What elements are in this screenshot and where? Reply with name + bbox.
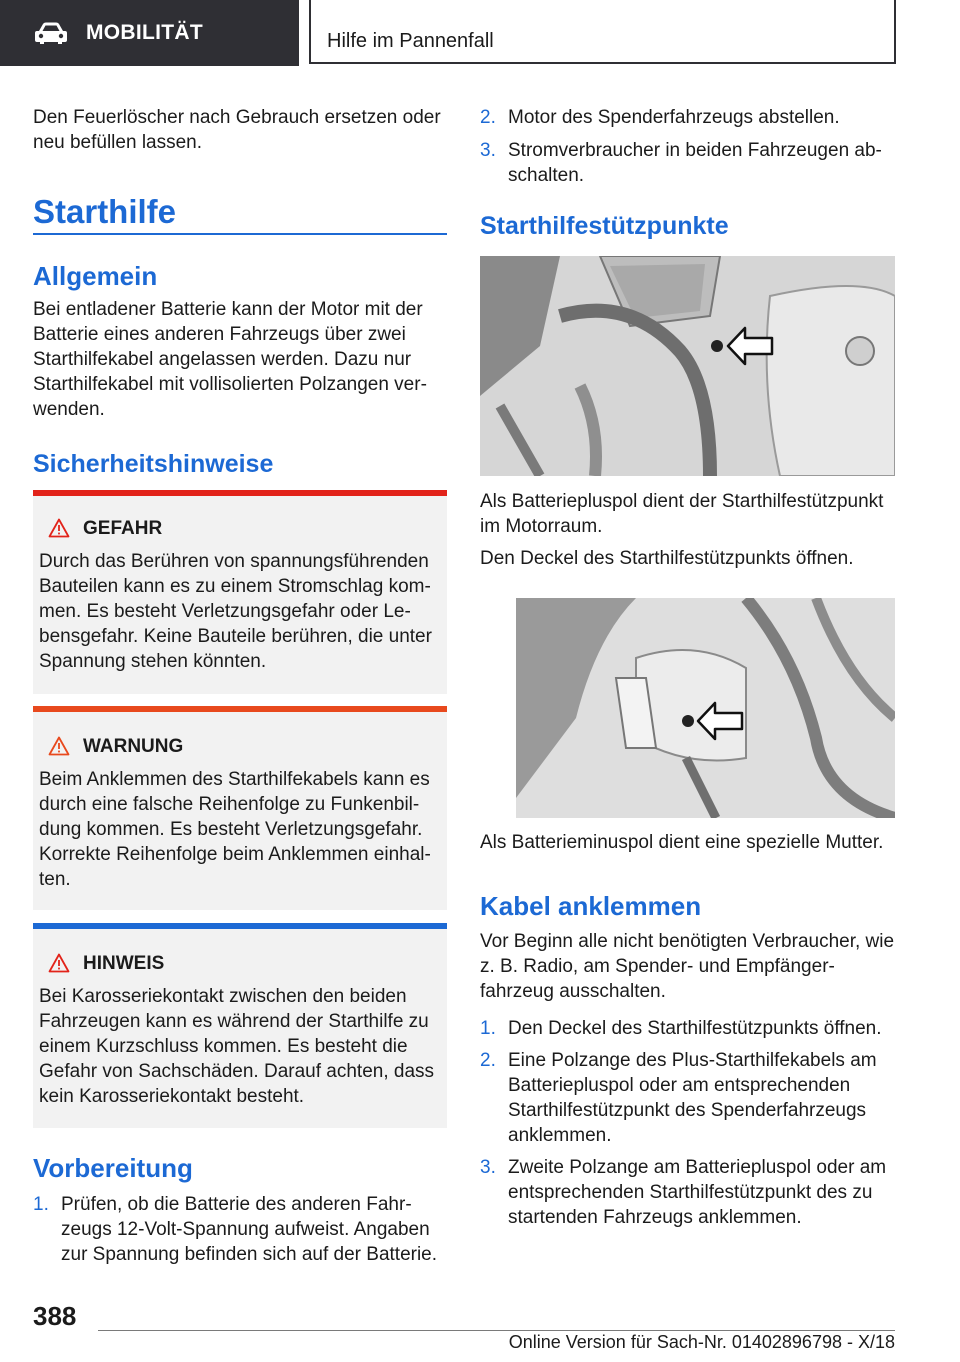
list-item [480,138,895,188]
notice-text: Durch das Berühren von spannungsführenden Bauteilen kann es zu einem Stromschlag kom-men. Es besteht Verletzungsgefahr oder Le-bensgefahr. Keine Bauteile berühren, die unter Spannung stehen könnten. [39,551,432,672]
danger-notice [33,490,447,694]
car-icon [34,21,68,45]
prep-heading: Vorbereitung [33,1153,193,1183]
engine-bay-illustration [480,256,895,476]
ground-point-photo [516,598,895,818]
section-heading [33,192,447,232]
notice-title: HINWEIS [83,953,165,974]
section-title: MOBILITÄT [86,21,204,44]
points-heading: Starthilfestützpunkte [480,212,729,240]
page-number: 388 [33,1301,77,1331]
list-text: Eine Polzange des Plus-Starthilfekabels am Batteriepluspol oder am entsprechenden Starthilfestützpunkt des Spenderfahrzeugs anklemmen. [508,1050,877,1146]
connect-heading: Kabel anklemmen [480,891,702,921]
safety-heading: Sicherheitshinweise [33,450,274,478]
prep-list-cont [480,105,895,188]
general-heading: Allgemein [33,261,158,291]
list-number: 1. [480,1018,496,1039]
warning-triangle-icon [48,518,70,538]
notice-bar [33,706,447,712]
list-number: 3. [480,140,496,161]
notice-text: Bei Karosseriekontakt zwischen den beiden Fahrzeugen kann es während der Starthilfe zu einem Kurzschluss kommen. Es besteht die Gefahr von Sachschäden. Darauf achten, dass kein Karosseriekontakt besteht. [39,986,435,1107]
footer-rule [98,1330,895,1331]
warning-triangle-icon [48,953,70,973]
list-text: Stromverbraucher in beiden Fahrzeugen ab-schalten. [508,140,882,186]
general-text: Bei entladener Batterie kann der Motor mit der Batterie eines anderen Fahrzeugs über zwei Starthilfekabel angelassen werden. Dazu nur Starthilfekabel mit vollisolierten Polzangen ver-wenden. [33,299,427,420]
prep-list [33,1192,447,1267]
photo1-caption: Als Batteriepluspol dient der Starthilfestützpunkt im Motorraum. [480,491,884,537]
warning-notice [33,706,447,910]
engine-bay-photo [480,256,895,476]
notice-bar [33,923,447,929]
list-item [480,105,895,130]
page-header [0,0,960,66]
list-number: 3. [480,1157,496,1178]
notice-title: WARNUNG [83,736,184,757]
photo1-caption-2: Den Deckel des Starthilfestützpunkts öffnen. [480,548,854,569]
notice-title: GEFAHR [83,518,163,539]
photo2-caption: Als Batterieminuspol dient eine spezielle Mutter. [480,832,884,853]
chapter-title: Hilfe im Pannenfall [327,30,494,52]
page-title: Starthilfe [33,193,177,230]
list-item [33,1192,447,1267]
hint-notice [33,923,447,1128]
list-number: 2. [480,107,496,128]
notice-bar [33,490,447,496]
chapter-box [309,0,896,64]
ground-point-illustration [516,598,895,818]
footer-version: Online Version für Sach-Nr. 01402896798 - X/18 [508,1332,895,1352]
list-item [480,1048,895,1148]
list-text: Prüfen, ob die Batterie des anderen Fahr-zeugs 12-Volt-Spannung aufweist. Angaben zur Spannung befinden sich auf der Batterie. [61,1194,438,1265]
list-text: Zweite Polzange am Batteriepluspol oder am entsprechenden Starthilfestützpunkt des zu startenden Fahrzeugs anklemmen. [508,1157,887,1228]
connect-intro: Vor Beginn alle nicht benötigten Verbraucher, wie z. B. Radio, am Spender- und Empfänger-fahrzeug ausschalten. [480,931,895,1002]
heading-rule [33,233,447,235]
list-item [480,1016,895,1041]
intro-text: Den Feuerlöscher nach Gebrauch ersetzen oder neu befüllen lassen. [33,107,441,153]
section-tab [0,0,299,66]
list-text: Motor des Spenderfahrzeugs abstellen. [508,107,840,128]
list-number: 2. [480,1050,496,1071]
connect-list [480,1016,895,1230]
notice-text: Beim Anklemmen des Starthilfekabels kann es durch eine falsche Reihenfolge zu Funkenbil-dung kommen. Es besteht Verletzungsgefahr. Korrekte Reihenfolge beim Anklemmen einhal-ten. [39,769,431,890]
list-item [480,1155,895,1230]
list-text: Den Deckel des Starthilfestützpunkts öffnen. [508,1018,882,1039]
list-number: 1. [33,1194,49,1215]
warning-triangle-icon [48,736,70,756]
